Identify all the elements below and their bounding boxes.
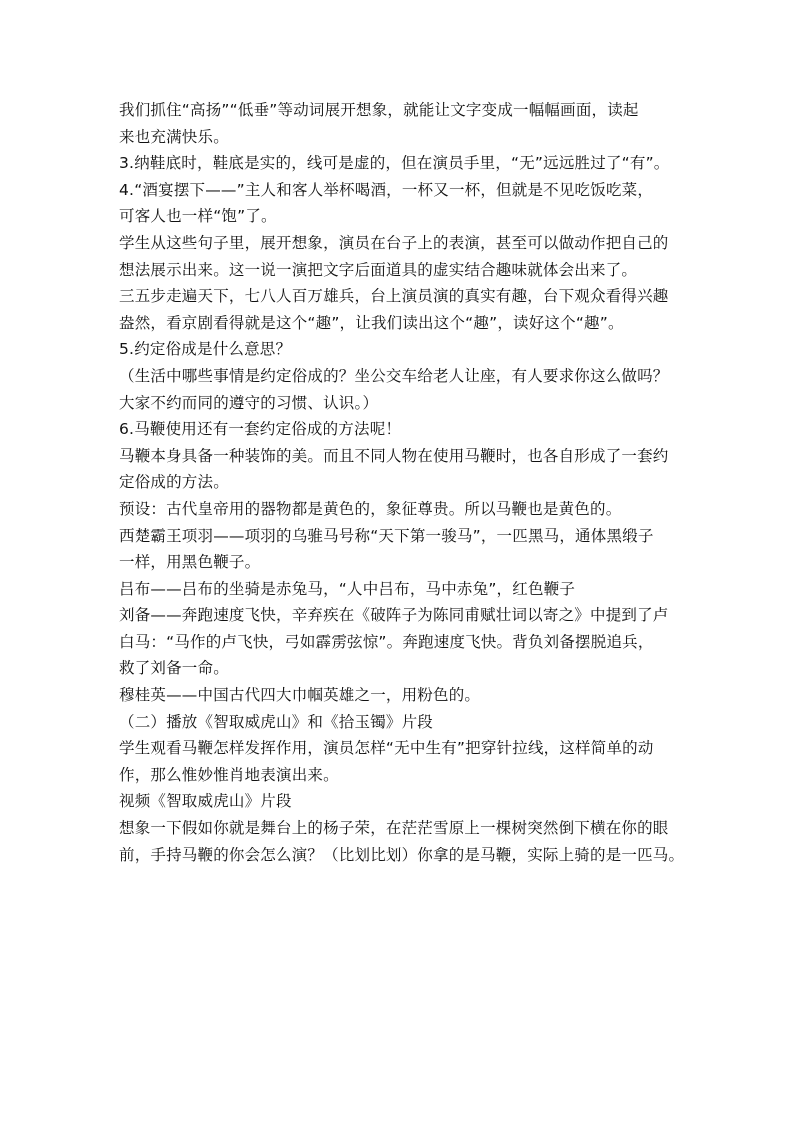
text-line: 学生从这些句子里，展开想象，演员在台子上的表演，甚至可以做动作把自己的: [119, 233, 669, 252]
text-line: 西楚霸王项羽——项羽的乌骓马号称“天下第一骏马”，一匹黑马，通体黑缎子: [119, 526, 654, 545]
text-line: （生活中哪些事情是约定俗成的？坐公交车给老人让座，有人要求你这么做吗？: [119, 366, 669, 385]
text-line: 预设：古代皇帝用的器物都是黄色的，象征尊贵。所以马鞭也是黄色的。: [119, 499, 622, 518]
text-line-item-4: 4.“酒宴摆下——”主人和客人举杯喝酒，一杯又一杯，但就是不见吃饭吃菜，: [119, 180, 654, 199]
text-line: 一样，用黑色鞭子。: [119, 553, 261, 572]
document-body: [119, 97, 699, 868]
text-line: 想法展示出来。这一说一演把文字后面道具的虚实结合趣味就体会出来了。: [119, 260, 638, 279]
text-line: 大家不约而同的遵守的习惯、认识。）: [119, 393, 379, 412]
text-line-item-3: 3.纳鞋底时，鞋底是实的，线可是虚的，但在演员手里，“无”远远胜过了“有”。: [119, 154, 670, 173]
text-line: 前，手持马鞭的你会怎么演？（比划比划）你拿的是马鞭，实际上骑的是一匹马。: [119, 845, 685, 864]
text-line: 我们抓住“高扬”“低垂”等动词展开想象，就能让文字变成一幅幅画面，读起: [119, 101, 639, 119]
text-line: 定俗成的方法。: [119, 473, 229, 492]
section-heading: （二）播放《智取威虎山》和《拾玉镯》片段: [119, 712, 434, 731]
text-line: 盎然，看京剧看得就是这个“趣”，让我们读出这个“趣”，读好这个“趣”。: [119, 313, 624, 332]
text-line: 救了刘备一命。: [119, 659, 229, 678]
text-line: 学生观看马鞭怎样发挥作用，演员怎样“无中生有”把穿针拉线，这样简单的动: [119, 739, 654, 758]
text-line: 马鞭本身具备一种装饰的美。而且不同人物在使用马鞭时，也各自形成了一套约: [119, 446, 669, 465]
text-line: 穆桂英——中国古代四大巾帼英雄之一，用粉色的。: [119, 686, 481, 705]
text-line-item-6: 6.马鞭使用还有一套约定俗成的方法呢！: [119, 420, 402, 439]
text-line: 三五步走遍天下，七八人百万雄兵，台上演员演的真实有趣，台下观众看得兴趣: [119, 287, 669, 306]
text-line: 想象一下假如你就是舞台上的杨子荣，在茫茫雪原上一棵树突然倒下横在你的眼: [119, 819, 669, 838]
text-line-item-5: 5.约定俗成是什么意思？: [119, 340, 292, 359]
text-line: 作，那么惟妙惟肖地表演出来。: [119, 765, 339, 784]
text-line: 白马：“马作的卢飞快，弓如霹雳弦惊”。奔跑速度飞快。背负刘备摆脱追兵，: [119, 632, 654, 651]
text-line: 来也充满快乐。: [119, 127, 229, 146]
text-line: 刘备——奔跑速度飞快，辛弃疾在《破阵子为陈同甫赋壮词以寄之》中提到了卢: [119, 606, 669, 625]
text-line: 吕布——吕布的坐骑是赤兔马，“人中吕布，马中赤兔”，红色鞭子: [119, 579, 576, 598]
text-line: 可客人也一样“饱”了。: [119, 207, 277, 226]
text-line: 视频《智取威虎山》片段: [119, 792, 292, 811]
